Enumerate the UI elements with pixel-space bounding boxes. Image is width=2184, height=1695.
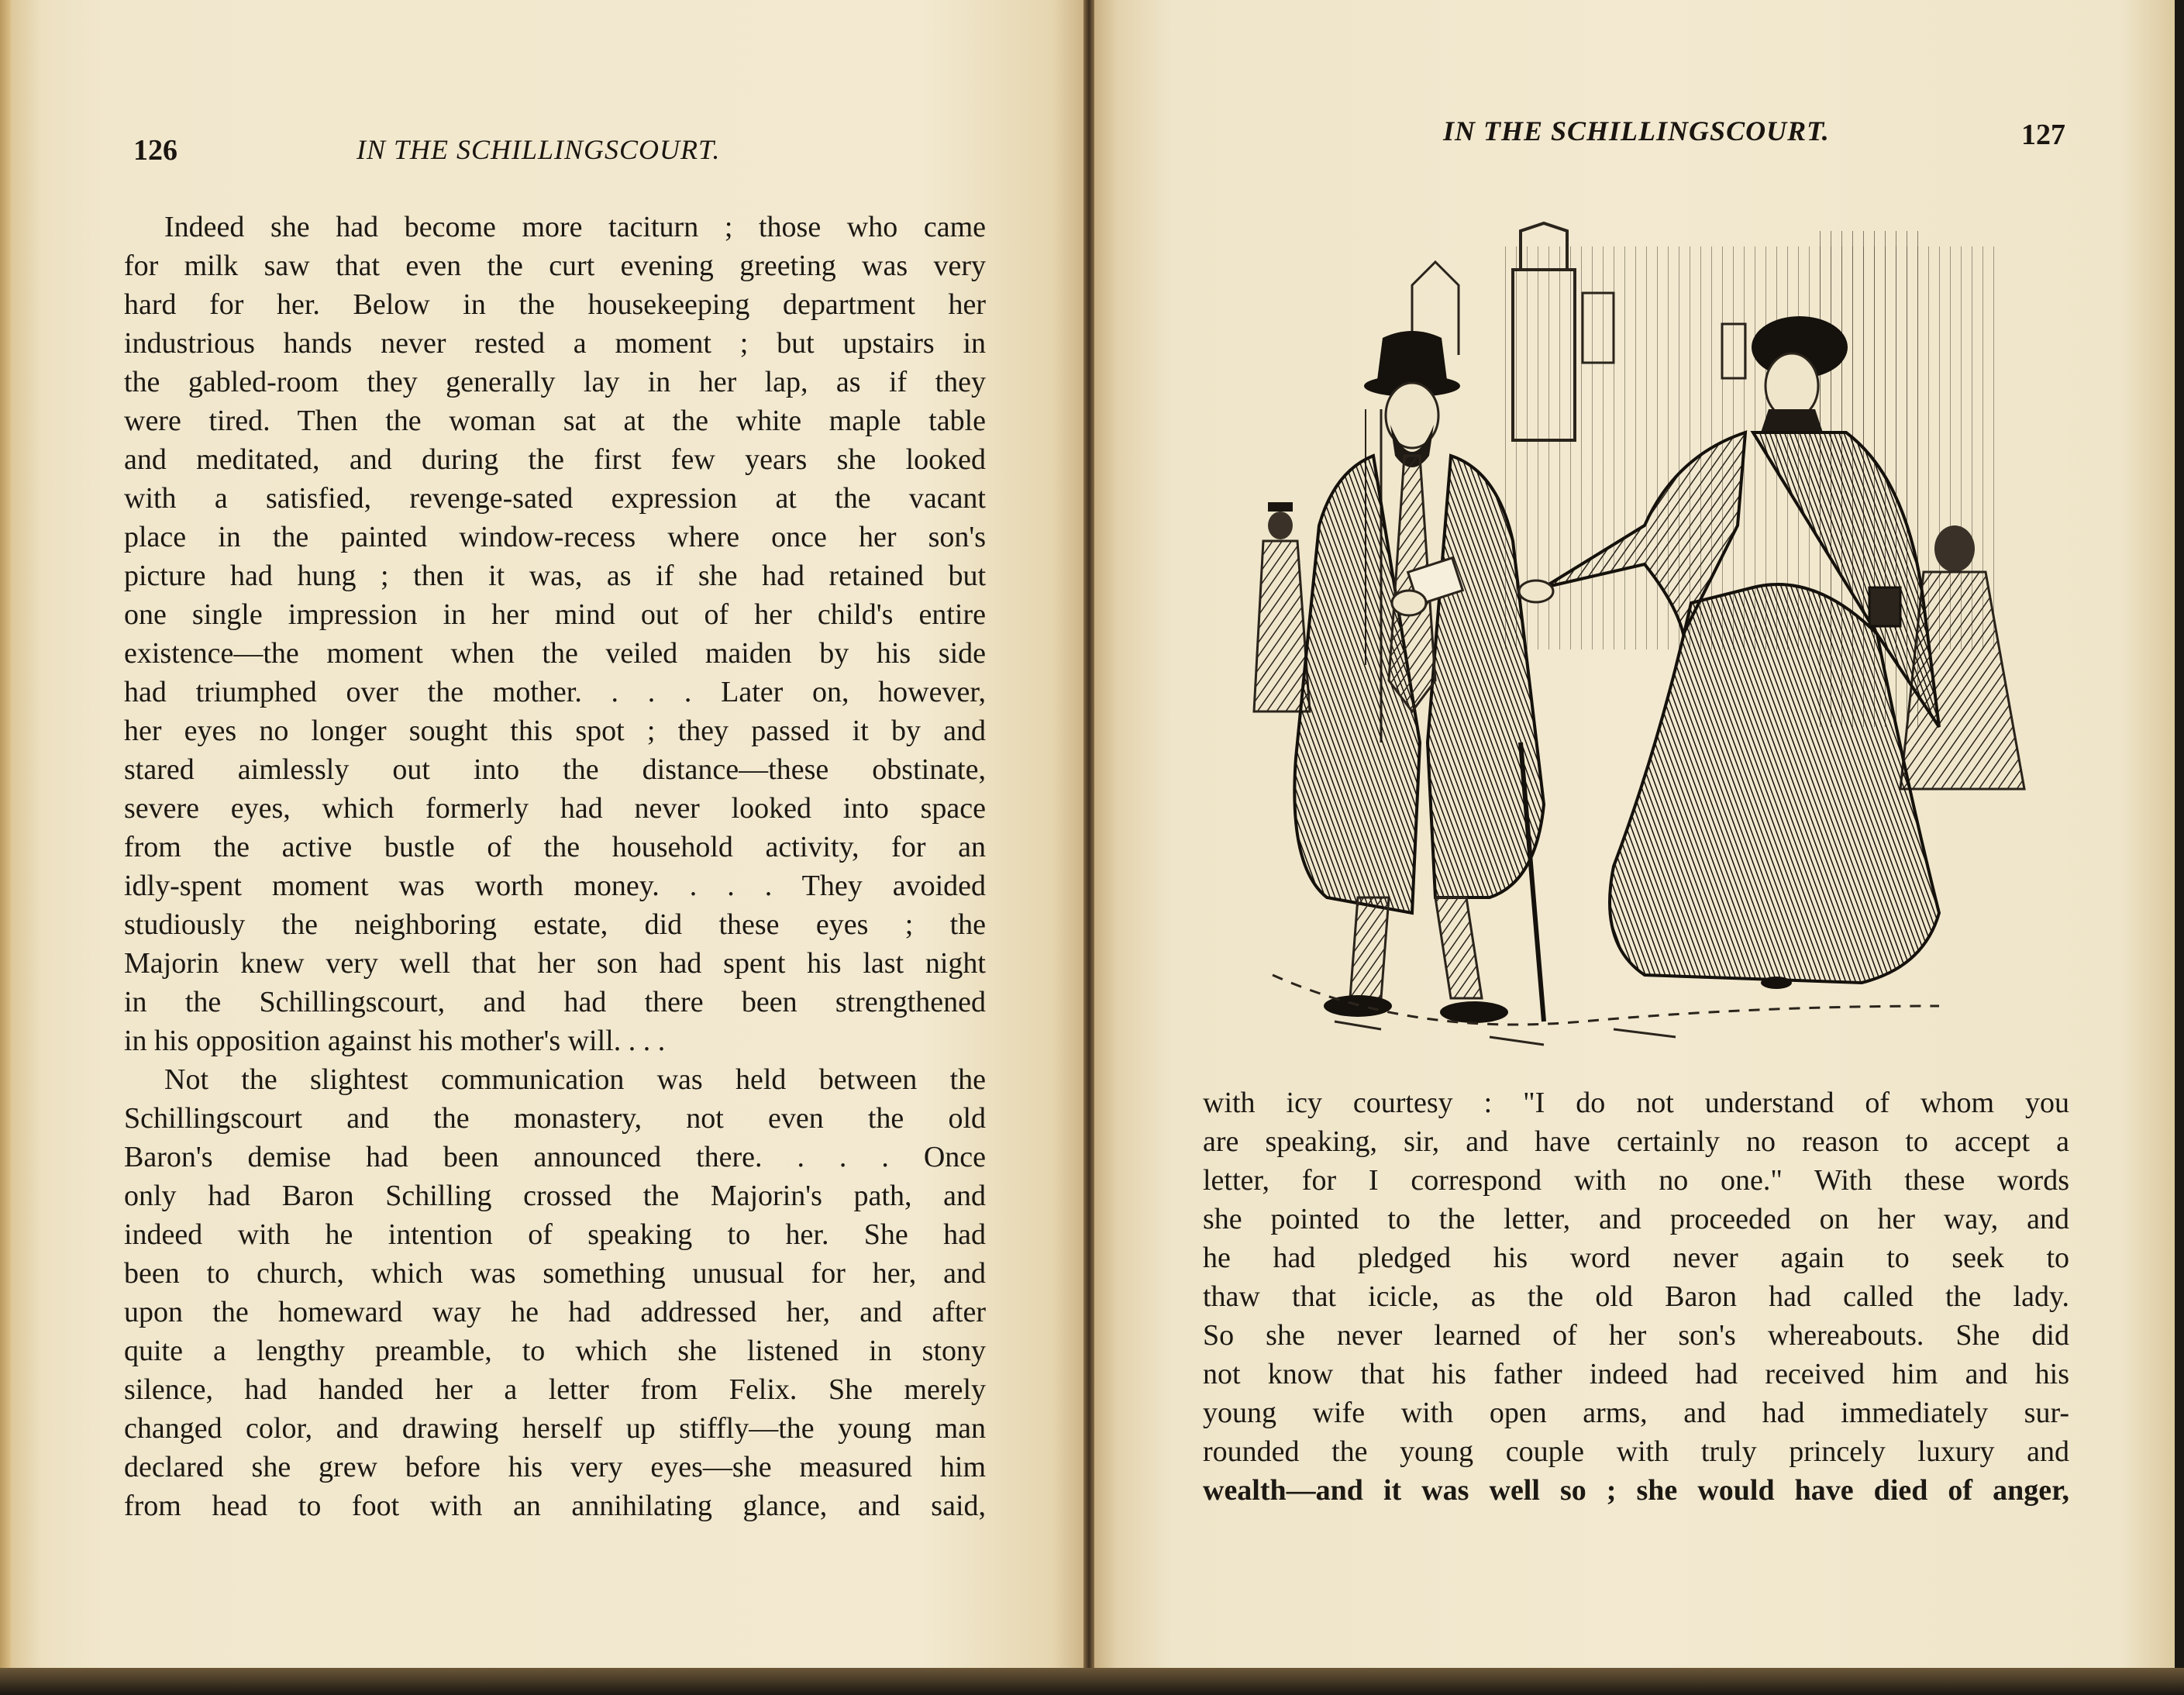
left-page-text xyxy=(124,208,986,1525)
text-line: from the active bustle of the household activity, for an xyxy=(124,831,986,863)
text-line: rounded the young couple with truly princely luxury and xyxy=(1203,1435,2069,1468)
text-line: studiously the neighboring estate, did these eyes ; the xyxy=(124,908,986,941)
text-line: So she never learned of her son's whereabouts. She did xyxy=(1203,1319,2069,1352)
text-line: wealth—and it was well so ; she would have died of anger, xyxy=(1203,1474,2069,1507)
text-line: are speaking, sir, and have certainly no reason to accept a xyxy=(1203,1125,2069,1158)
text-line: severe eyes, which formerly had never looked into space xyxy=(124,792,986,825)
left-page xyxy=(11,0,1083,1668)
text-line: Not the slightest communication was held between the xyxy=(164,1063,986,1096)
book-bottom-edge xyxy=(0,1668,2184,1695)
text-line: the gabled-room they generally lay in her lap, as if they xyxy=(124,366,986,398)
text-line: not know that his father indeed had received him and his xyxy=(1203,1358,2069,1390)
page-number-left: 126 xyxy=(133,134,177,167)
text-line: existence—the moment when the veiled maiden by his side xyxy=(124,637,986,670)
text-line: in his opposition against his mother's will. . . . xyxy=(124,1025,666,1057)
left-book-edge xyxy=(0,0,11,1668)
text-line: with a satisfied, revenge-sated expression at the vacant xyxy=(124,482,986,515)
right-page-text xyxy=(1203,1083,2069,1510)
text-line: stared aimlessly out into the distance—these obstinate, xyxy=(124,753,986,786)
text-line: he had pledged his word never again to seek to xyxy=(1203,1242,2069,1274)
text-line: her eyes no longer sought this spot ; they passed it by and xyxy=(124,715,986,747)
text-line: from head to foot with an annihilating glance, and said, xyxy=(124,1490,986,1522)
text-line: young wife with open arms, and had immediately sur- xyxy=(1203,1397,2069,1429)
text-line: in the Schillingscourt, and had there been strengthened xyxy=(124,986,986,1018)
text-line: been to church, which was something unusual for her, and xyxy=(124,1257,986,1290)
running-head-right: IN THE SCHILLINGSCOURT. xyxy=(1443,115,1830,146)
text-line: and meditated, and during the first few years she looked xyxy=(124,443,986,476)
text-line: Baron's demise had been announced there. . . . Once xyxy=(124,1141,986,1173)
text-line: had triumphed over the mother. . . . Later on, however, xyxy=(124,676,986,708)
text-line: upon the homeward way he had addressed her, and after xyxy=(124,1296,986,1328)
text-line: indeed with he intention of speaking to her. She had xyxy=(124,1218,986,1251)
running-head-left: IN THE SCHILLINGSCOURT. xyxy=(357,134,721,165)
text-line: only had Baron Schilling crossed the Majorin's path, and xyxy=(124,1180,986,1212)
text-line: declared she grew before his very eyes—she measured him xyxy=(124,1451,986,1483)
text-line: place in the painted window-recess where once her son's xyxy=(124,521,986,553)
text-line: silence, had handed her a letter from Felix. She merely xyxy=(124,1373,986,1406)
text-line: Schillingscourt and the monastery, not even the old xyxy=(124,1102,986,1135)
text-line: hard for her. Below in the housekeeping department her xyxy=(124,288,986,321)
text-line: one single impression in her mind out of her child's entire xyxy=(124,598,986,631)
engraving-illustration xyxy=(1180,200,2079,1062)
text-line: changed color, and drawing herself up stiffly—the young man xyxy=(124,1412,986,1445)
page-number-right: 127 xyxy=(2021,119,2065,151)
text-line: quite a lengthy preamble, to which she listened in stony xyxy=(124,1335,986,1367)
text-line: Indeed she had become more taciturn ; those who came xyxy=(164,211,986,243)
right-page xyxy=(1094,0,2175,1668)
text-line: were tired. Then the woman sat at the white maple table xyxy=(124,405,986,437)
text-line: picture had hung ; then it was, as if she had retained but xyxy=(124,560,986,592)
text-line: letter, for I correspond with no one." With these words xyxy=(1203,1164,2069,1197)
text-line: for milk saw that even the curt evening greeting was very xyxy=(124,250,986,282)
text-line: Majorin knew very well that her son had spent his last night xyxy=(124,947,986,980)
book-gutter xyxy=(1083,0,1094,1668)
text-line: thaw that icicle, as the old Baron had called the lady. xyxy=(1203,1280,2069,1313)
text-line: she pointed to the letter, and proceeded on her way, and xyxy=(1203,1203,2069,1235)
text-line: with icy courtesy : "I do not understand of whom you xyxy=(1203,1087,2069,1119)
text-line: idly-spent moment was worth money. . . . They avoided xyxy=(124,870,986,902)
text-line: industrious hands never rested a moment ; but upstairs in xyxy=(124,327,986,360)
